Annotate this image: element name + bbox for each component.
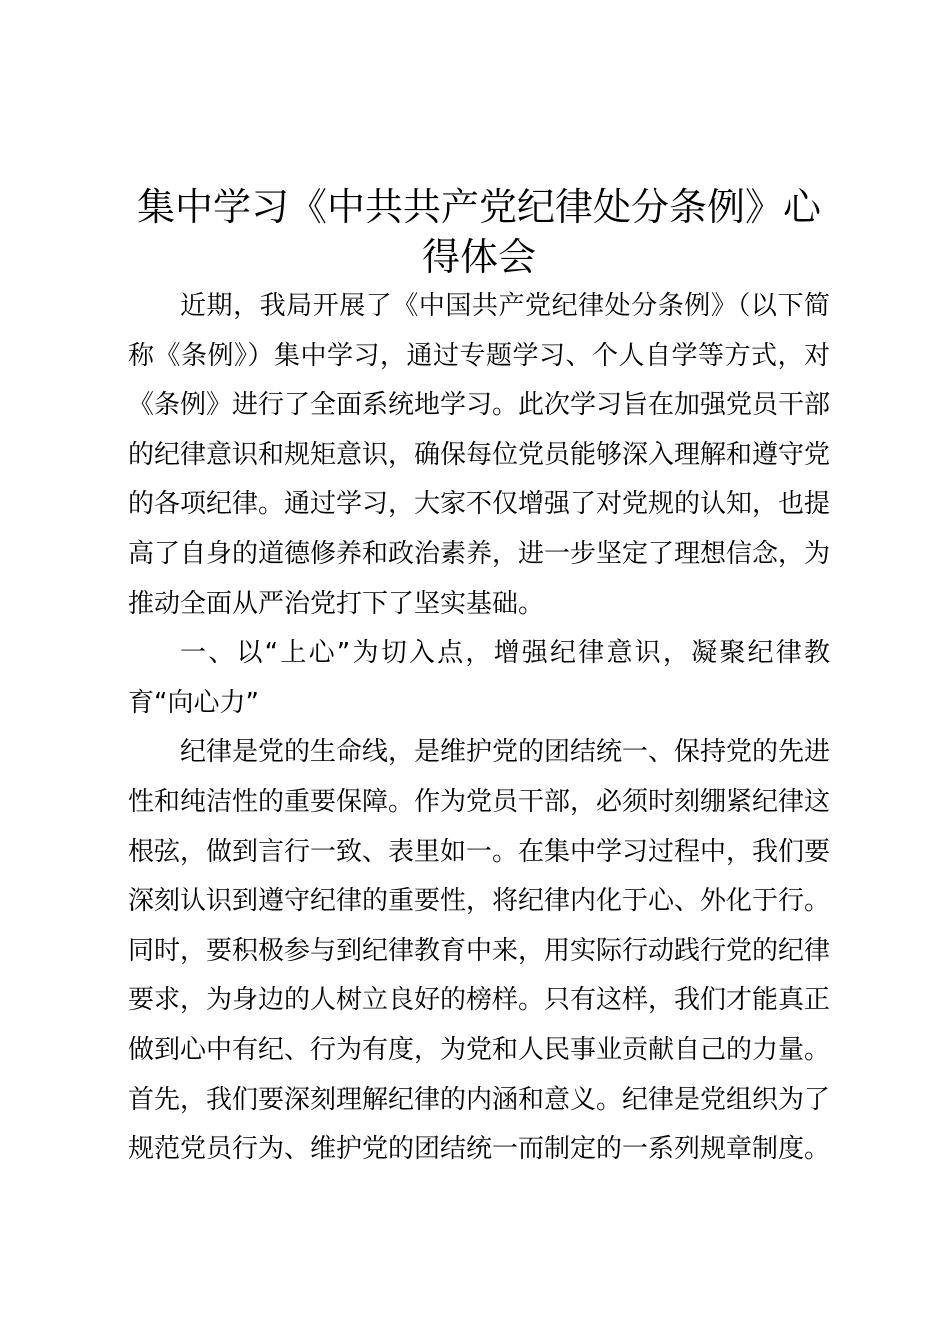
document-title: 集中学习《中共共产党纪律处分条例》心得体会 [136,185,821,279]
document-page [128,182,830,1175]
paragraph-discipline: 纪律是党的生命线，是维护党的团结统一、保持党的先进性和纯洁性的重要保障。作为党员干部，必须时刻绷紧纪律这根弦，做到言行一致、表里如一。在集中学习过程中，我们要深刻认识到遵守纪律的重要性，将纪律内化于心、外化于行。同时，要积极参与到纪律教育中来，用实际行动践行党的纪律要求，为身边的人树立良好的榜样。只有这样，我们才能真正做到心中有纪、行为有度，为党和人民事业贡献自己的力量。首先，我们要深刻理解纪律的内涵和意义。纪律是党组织为了规范党员行为、维护党的团结统一而制定的一系列规章制度。 [128,737,831,1165]
paragraph-intro: 近期，我局开展了《中国共产党纪律处分条例》（以下简称《条例》）集中学习，通过专题学习、个人自学等方式，对《条例》进行了全面系统地学习。此次学习旨在加强党员干部的纪律意识和规矩意识，确保每位党员能够深入理解和遵守党的各项纪律。通过学习，大家不仅增强了对党规的认知，也提高了自身的道德修养和政治素养，进一步坚定了理想信念，为推动全面从严治党打下了坚实基础。 [128,291,831,619]
section-heading-1: 一、以“上心”为切入点，增强纪律意识，凝聚纪律教育“向心力” [128,638,830,718]
document-body [128,282,830,1175]
